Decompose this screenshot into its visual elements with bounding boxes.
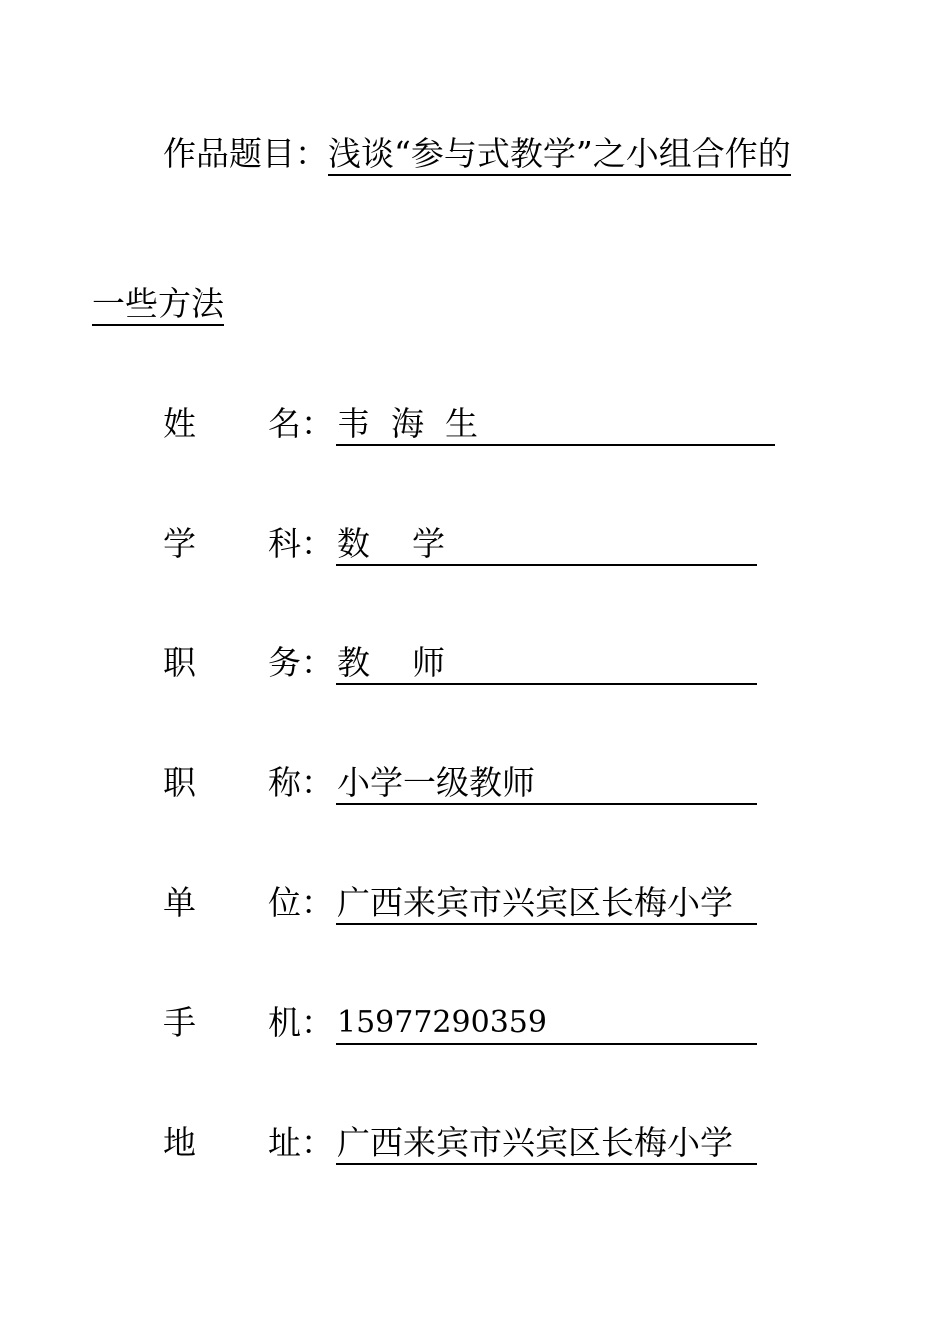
field-value-workplace: 广西来宾市兴宾区长梅小学 bbox=[336, 883, 757, 925]
field-label-second: 务： bbox=[268, 643, 334, 682]
field-label-first: 职 bbox=[163, 643, 196, 682]
title-line-2 bbox=[92, 284, 224, 324]
title-value-line2: 一些方法 bbox=[92, 284, 224, 326]
field-label-second: 址： bbox=[268, 1123, 334, 1162]
field-label-first: 单 bbox=[163, 883, 196, 922]
title-value-line1: 浅谈“参与式教学”之小组合作的 bbox=[328, 134, 791, 176]
field-value-position: 教 师 bbox=[336, 643, 757, 685]
field-label-first: 地 bbox=[163, 1123, 196, 1162]
field-label-first: 姓 bbox=[163, 404, 196, 443]
field-label-first: 手 bbox=[163, 1003, 196, 1042]
title-line-1 bbox=[163, 134, 791, 174]
field-value-subject: 数 学 bbox=[336, 524, 757, 566]
field-label-second: 名： bbox=[268, 404, 334, 443]
field-value-title-rank: 小学一级教师 bbox=[336, 763, 757, 805]
field-value-phone: 15977290359 bbox=[336, 1003, 757, 1045]
field-value-name: 韦 海 生 bbox=[336, 404, 775, 446]
field-label-second: 机： bbox=[268, 1003, 334, 1042]
title-label: 作品题目： bbox=[163, 134, 328, 173]
field-label-first: 学 bbox=[163, 524, 196, 563]
field-label-first: 职 bbox=[163, 763, 196, 802]
field-label-second: 科： bbox=[268, 524, 334, 563]
field-label-second: 位： bbox=[268, 883, 334, 922]
field-label-second: 称： bbox=[268, 763, 334, 802]
field-value-address: 广西来宾市兴宾区长梅小学 bbox=[336, 1123, 757, 1165]
